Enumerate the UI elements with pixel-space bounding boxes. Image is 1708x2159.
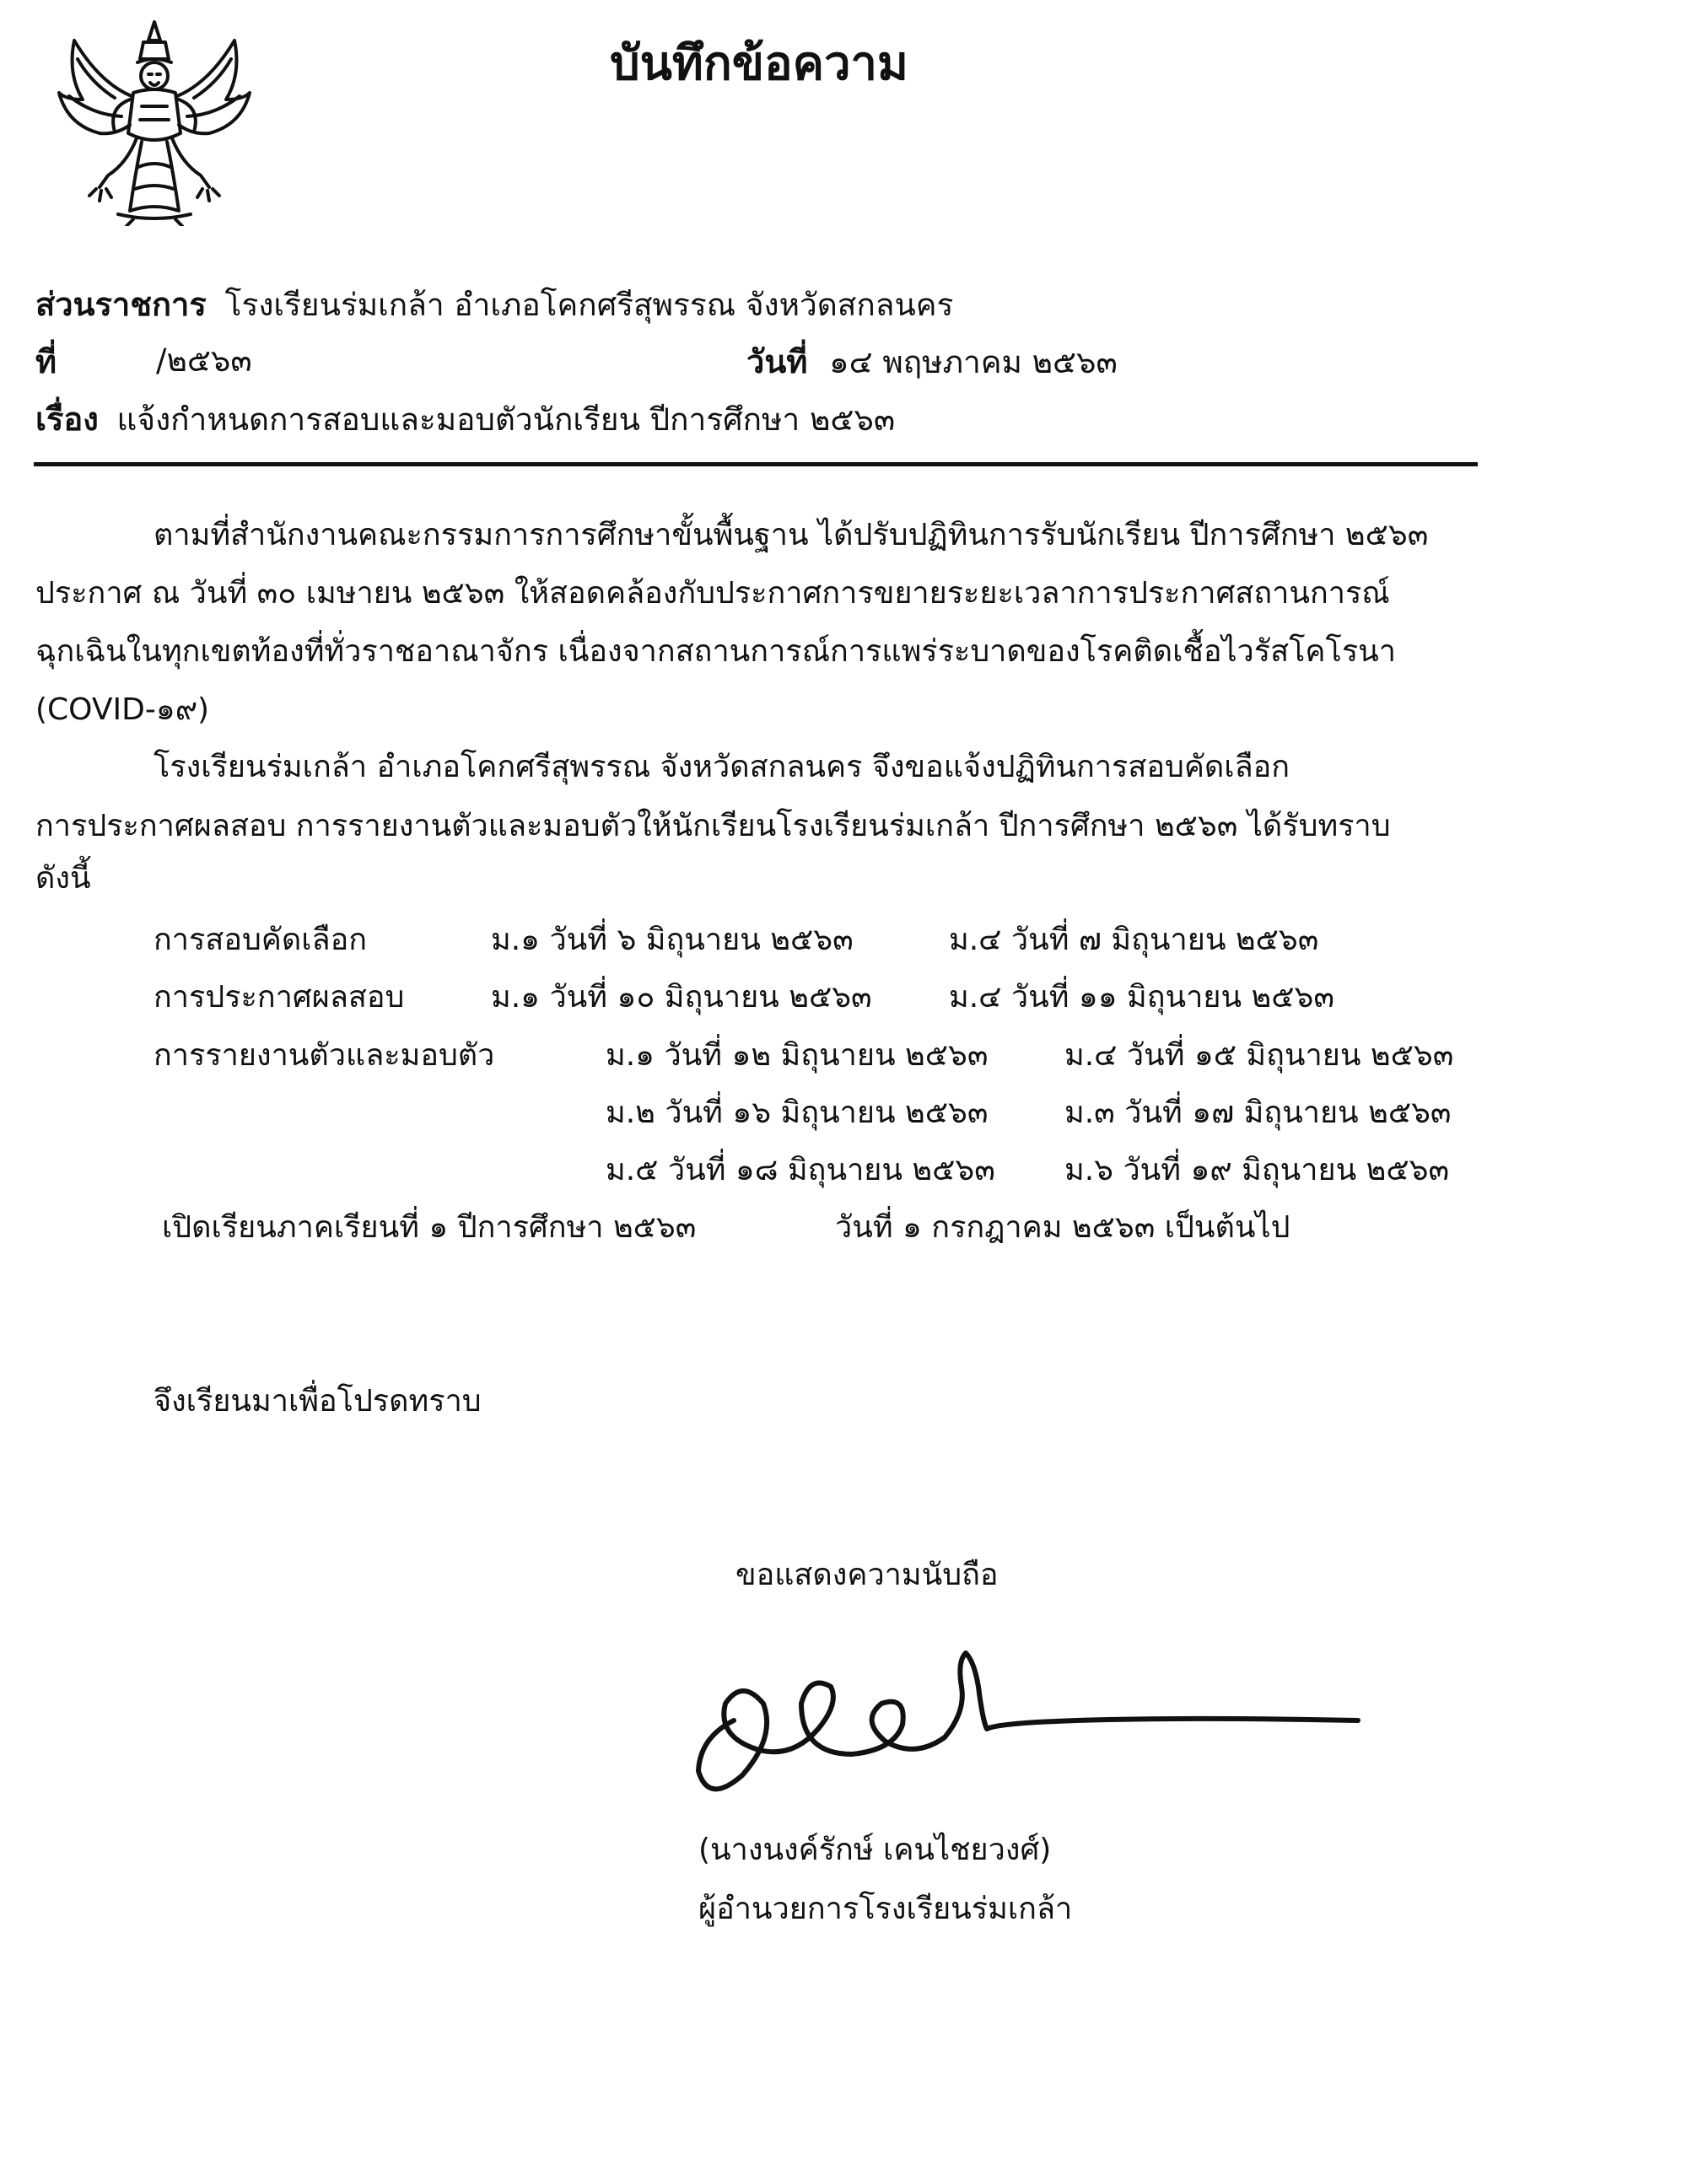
memo-title: บันทึกข้อความ (610, 36, 908, 91)
schedule-result-label: การประกาศผลสอบ (154, 980, 405, 1015)
schedule-report-m2: ม.๒ วันที่ ๑๖ มิถุนายน ๒๕๖๓ (606, 1096, 989, 1130)
p2-line-1: โรงเรียนร่มเกล้า อำเภอโคกศรีสุพรรณ จังหวัดสกลนคร จึงขอแจ้งปฏิทินการสอบคัดเลือก (154, 750, 1290, 784)
schedule-open-label: เปิดเรียนภาคเรียนที่ ๑ ปีการศึกษา ๒๕๖๓ (162, 1210, 697, 1245)
schedule-result-m4: ม.๔ วันที่ ๑๑ มิถุนายน ๒๕๖๓ (949, 980, 1334, 1015)
subject-line (35, 393, 895, 444)
schedule-report-m3: ม.๓ วันที่ ๑๗ มิถุนายน ๒๕๖๓ (1064, 1096, 1452, 1130)
schedule-result-m1: ม.๑ วันที่ ๑๐ มิถุนายน ๒๕๖๓ (491, 980, 872, 1015)
p2-line-2: การประกาศผลสอบ การรายงานตัวและมอบตัวให้นักเรียนโรงเรียนร่มเกล้า ปีการศึกษา ๒๕๖๓ ได้รับทราบ (35, 809, 1391, 843)
dept-line (35, 278, 953, 330)
signature (683, 1602, 1375, 1805)
ref-label-wrap (35, 336, 57, 387)
date-label: วันที่ (746, 343, 808, 380)
regards: ขอแสดงความนับถือ (735, 1558, 999, 1592)
dept-value: โรงเรียนร่มเกล้า อำเภอโคกศรีสุพรรณ จังหวัดสกลนคร (224, 287, 954, 323)
p1-line-2: ประกาศ ณ วันที่ ๓๐ เมษายน ๒๕๖๓ ให้สอดคล้องกับประกาศการขยายระยะเวลาการประกาศสถานการณ์ (35, 576, 1390, 611)
schedule-exam-label: การสอบคัดเลือก (154, 923, 368, 957)
schedule-report-m4: ม.๔ วันที่ ๑๕ มิถุนายน ๒๕๖๓ (1064, 1038, 1454, 1073)
schedule-report-m5: ม.๕ วันที่ ๑๘ มิถุนายน ๒๕๖๓ (606, 1153, 995, 1187)
subject-label: เรื่อง (35, 401, 99, 438)
schedule-exam-m4: ม.๔ วันที่ ๗ มิถุนายน ๒๕๖๓ (949, 923, 1319, 957)
p1-line-4: (COVID-๑๙) (35, 692, 210, 727)
schedule-report-m6: ม.๖ วันที่ ๑๙ มิถุนายน ๒๕๖๓ (1064, 1153, 1450, 1187)
dept-label: ส่วนราชการ (35, 286, 207, 323)
ref-label: ที่ (35, 343, 57, 380)
subject-value: แจ้งกำหนดการสอบและมอบตัวนักเรียน ปีการศึกษา ๒๕๖๓ (116, 401, 896, 438)
p2-line-3: ดังนี้ (35, 861, 91, 896)
schedule-report-m1: ม.๑ วันที่ ๑๒ มิถุนายน ๒๕๖๓ (606, 1038, 989, 1073)
date-line (746, 336, 1118, 387)
header-divider (34, 462, 1478, 466)
date-value: ๑๔ พฤษภาคม ๒๕๖๓ (829, 344, 1118, 380)
schedule-exam-m1: ม.๑ วันที่ ๖ มิถุนายน ๒๕๖๓ (491, 923, 854, 957)
p1-line-1: ตามที่สำนักงานคณะกรรมการการศึกษาขั้นพื้นฐาน ได้ปรับปฏิทินการรับนักเรียน ปีการศึกษา ๒๕๖๓ (154, 518, 1429, 552)
ref-value: /๒๕๖๓ (156, 342, 252, 379)
closing-text: จึงเรียนมาเพื่อโปรดทราบ (154, 1384, 482, 1419)
signatory-position: ผู้อำนวยการโรงเรียนร่มเกล้า (698, 1892, 1073, 1926)
p1-line-3: ฉุกเฉินในทุกเขตท้องที่ทั่วราชอาณาจักร เนื่องจากสถานการณ์การแพร่ระบาดของโรคติดเชื้อไวรัสโคโรนา (35, 634, 1396, 669)
schedule-report-label: การรายงานตัวและมอบตัว (154, 1038, 495, 1073)
schedule-open-value: วันที่ ๑ กรกฎาคม ๒๕๖๓ เป็นต้นไป (835, 1210, 1290, 1245)
signatory-name: (นางนงค์รักษ์ เคนไชยวงศ์) (698, 1833, 1052, 1867)
